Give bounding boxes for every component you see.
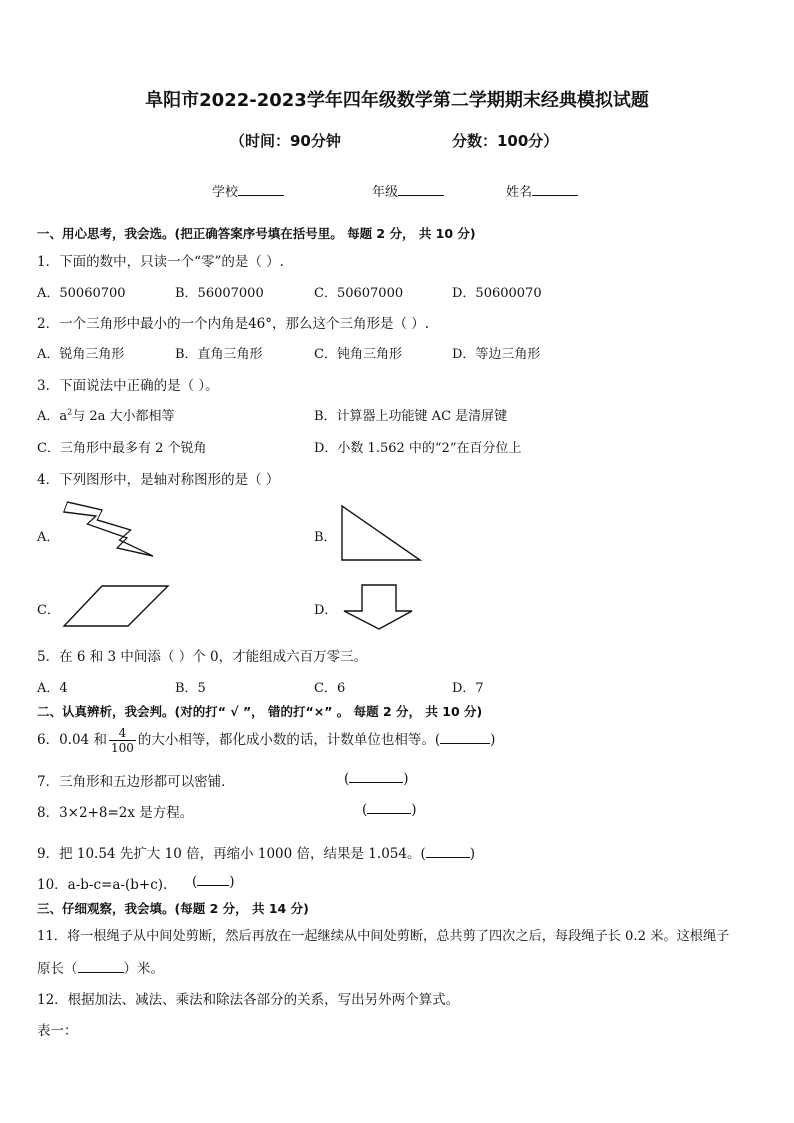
q9	[37, 842, 475, 862]
q2-option-b[interactable]: B．直角三角形	[175, 347, 263, 362]
q1-option-c[interactable]: C．50607000	[314, 286, 404, 301]
q5-option-a[interactable]: A．4	[37, 681, 68, 696]
q2-option-d[interactable]: D．等边三角形	[452, 347, 541, 362]
q8-answer	[362, 801, 417, 818]
time-limit: （时间：90分钟	[230, 132, 341, 150]
q5-option-c[interactable]: C．6	[314, 681, 346, 696]
right-triangle-shape	[340, 504, 422, 562]
q3-a-exponent: 2	[67, 407, 73, 417]
q8-stem: 8．3×2+8=2x 是方程。	[37, 805, 194, 821]
q11-line1: 11．将一根绳子从中间处剪断，然后再放在一起继续从中间处剪断，总共剪了四次之后，每段绳子长 0.2 米。这根绳子	[37, 929, 730, 944]
q9-stem: 9．把 10.54 先扩大 10 倍，再缩小 1000 倍，结果是 1.054。(	[37, 846, 426, 862]
grade-field	[372, 181, 444, 200]
lightning-shape	[60, 500, 160, 560]
q9-close-paren: )	[469, 846, 476, 862]
fraction	[109, 726, 136, 755]
q6-close-paren: )	[490, 732, 496, 748]
name-label: 姓名	[506, 185, 533, 200]
q12-stem: 12．根据加法、减法、乘法和除法各部分的关系，写出另外两个算式。	[37, 992, 460, 1008]
q3-stem: 3．下面说法中正确的是（ ）。	[37, 378, 219, 394]
q1-option-b[interactable]: B．56007000	[175, 286, 264, 301]
q1-stem: 1．下面的数中，只读一个“零”的是（ ）.	[37, 254, 284, 270]
school-label: 学校	[212, 185, 239, 200]
q7-answer	[344, 770, 409, 787]
total-score: 分数：100分）	[452, 132, 559, 150]
page-title: 阜阳市2022-2023学年四年级数学第二学期期末经典模拟试题	[145, 90, 649, 111]
q7-close-paren: )	[403, 771, 409, 787]
q8-open-paren: (	[362, 802, 368, 818]
q4-option-c[interactable]: C．	[37, 603, 60, 618]
q6-suffix: 的大小相等，都化成小数的话，计数单位也相等。(	[137, 732, 441, 748]
name-field	[506, 181, 578, 200]
q3-a-prefix: A．a	[37, 409, 68, 424]
q10-answer-blank[interactable]	[197, 873, 229, 886]
down-arrow-shape	[340, 583, 418, 631]
table-label: 表一：	[37, 1023, 78, 1039]
q5-option-b[interactable]: B．5	[175, 681, 206, 696]
grade-label: 年级	[372, 185, 399, 200]
q3-option-b[interactable]: B．计算器上功能键 AC 是清屏键	[314, 409, 508, 424]
grade-blank[interactable]	[398, 183, 444, 196]
q2-option-c[interactable]: C．钝角三角形	[314, 347, 402, 362]
q3-a-suffix: 与 2a 大小都相等	[72, 409, 175, 424]
q4-option-d[interactable]: D．	[314, 603, 338, 618]
q8-answer-blank[interactable]	[367, 801, 411, 814]
school-field	[212, 181, 284, 200]
q11-suffix: ）米。	[123, 961, 164, 977]
q10-open-paren: (	[192, 874, 198, 890]
q4-option-b[interactable]: B．	[314, 530, 337, 545]
q4-option-a[interactable]: A．	[37, 530, 60, 545]
q7-answer-blank[interactable]	[349, 770, 403, 783]
q11-answer-blank[interactable]	[78, 960, 124, 973]
q10-stem: 10．a-b-c=a-(b+c).	[37, 877, 168, 893]
q6-prefix: 6．0.04 和	[37, 732, 107, 748]
q11-line2	[37, 957, 164, 977]
section2-heading: 二、认真辨析，我会判。(对的打“ √ ”， 错的打“×” 。 每题 2 分， 共 10 分)	[37, 704, 483, 719]
name-blank[interactable]	[532, 183, 578, 196]
q2-stem: 2．一个三角形中最小的一个内角是46°，那么这个三角形是（ ）.	[37, 316, 430, 332]
section3-heading: 三、仔细观察，我会填。(每题 2 分， 共 14 分)	[37, 901, 309, 916]
fraction-numerator: 4	[109, 726, 136, 741]
q5-stem: 5．在 6 和 3 中间添（ ）个 0，才能组成六百万零三。	[37, 649, 368, 665]
q6	[37, 726, 495, 755]
fraction-denominator: 100	[110, 741, 134, 755]
q1-option-a[interactable]: A．50060700	[37, 286, 126, 301]
q6-answer-blank[interactable]	[440, 731, 490, 744]
q9-answer-blank[interactable]	[426, 845, 470, 858]
q7-stem: 7．三角形和五边形都可以密铺．	[37, 774, 235, 790]
q10-close-paren: )	[229, 874, 235, 890]
q3-option-a[interactable]	[37, 405, 175, 424]
q10-answer	[192, 873, 235, 890]
q1-option-d[interactable]: D．50600070	[452, 286, 542, 301]
section1-heading: 一、用心思考，我会选。(把正确答案序号填在括号里。 每题 2 分， 共 10 分)	[37, 226, 476, 241]
q2-option-a[interactable]: A．锐角三角形	[37, 347, 125, 362]
q3-option-c[interactable]: C．三角形中最多有 2 个锐角	[37, 441, 207, 456]
q11-prefix: 原长（	[37, 961, 78, 977]
q4-stem: 4．下列图形中，是轴对称图形的是（ ）	[37, 472, 280, 488]
parallelogram-shape	[62, 584, 170, 628]
q7-open-paren: (	[344, 771, 350, 787]
q5-option-d[interactable]: D．7	[452, 681, 484, 696]
q3-option-d[interactable]: D．小数 1.562 中的“2”在百分位上	[314, 441, 522, 456]
school-blank[interactable]	[238, 183, 284, 196]
q8-close-paren: )	[411, 802, 417, 818]
